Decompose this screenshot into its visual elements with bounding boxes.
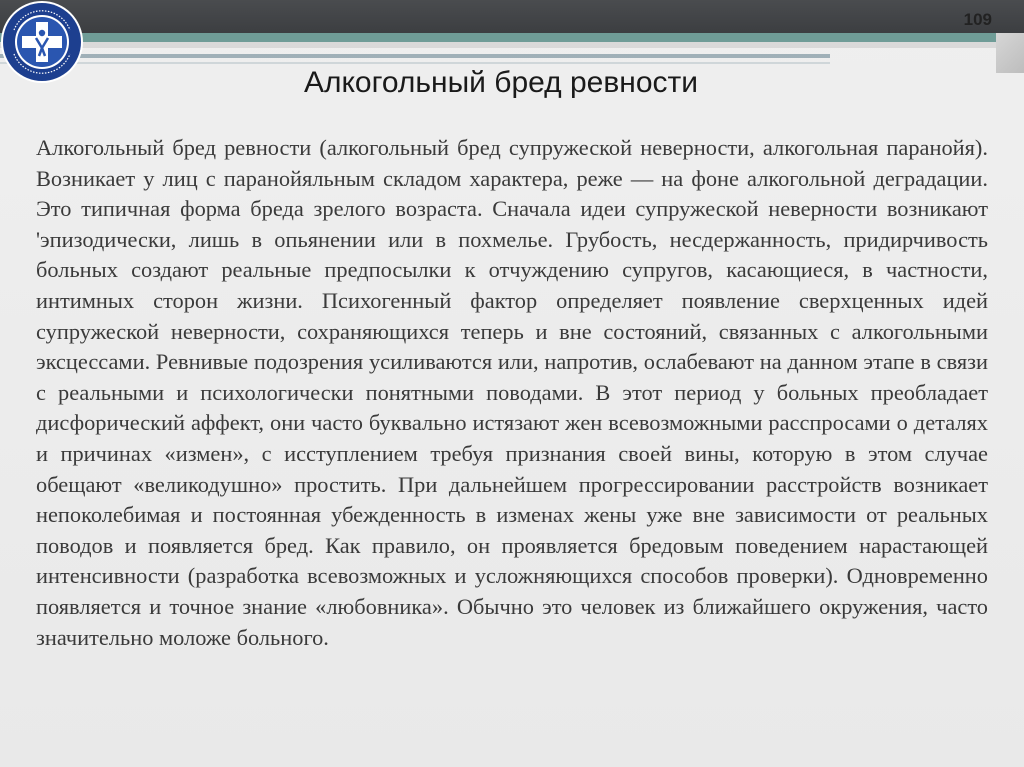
slide-title: Алкогольный бред ревности — [303, 66, 699, 99]
page-number: 109 — [963, 10, 992, 29]
teal-stripe — [0, 33, 1024, 42]
accent-line-thin — [0, 62, 830, 64]
top-bar — [0, 0, 1024, 33]
accent-line — [0, 54, 830, 58]
light-stripe — [0, 42, 1024, 48]
body-paragraph: Алкогольный бред ревности (алкогольный бред супружеской неверности, алкогольная паранойя). Возникает у лиц с паранойяльным складом характера, реже — на фоне алкогольной деградации. Это типичная форма бреда зрелого возраста. Сначала идеи супружеской неверности возникают 'эпизодически, лишь в опьянении или в похмелье. Грубость, несдержанность, придирчивость больных создают реальные предпосылки к отчуждению супругов, касающиеся, в частности, интимных сторон жизни. Психогенный фактор определяет появление сверхценных идей супружеской неверности, сохраняющихся теперь и вне состояний, связанных с алкогольными эксцессами. Ревнивые подозрения усиливаются или, напротив, ослабевают на данном этапе в связи с реальными и психологически понятными поводами. В этот период у больных преобладает дисфорический аффект, они часто буквально истязают жен всевозможными расспросами о деталях и причинах «измен», с исступлением требуя признания своей вины, которую в этом случае обещают «великодушно» простить. При дальнейшем прогрессировании расстройств возникает непоколебимая и постоянная убежденность в изменах жены уже вне зависимости от реальных поводов и появляется бред. Как правило, он проявляется бредовым поведением нарастающей интенсивности (разработка всевозможных и усложняющихся способов проверки). Одновременно появляется и точное знание «любовника». Обычно это человек из ближайшего окружения, часто значительно моложе больного. — [36, 135, 988, 650]
